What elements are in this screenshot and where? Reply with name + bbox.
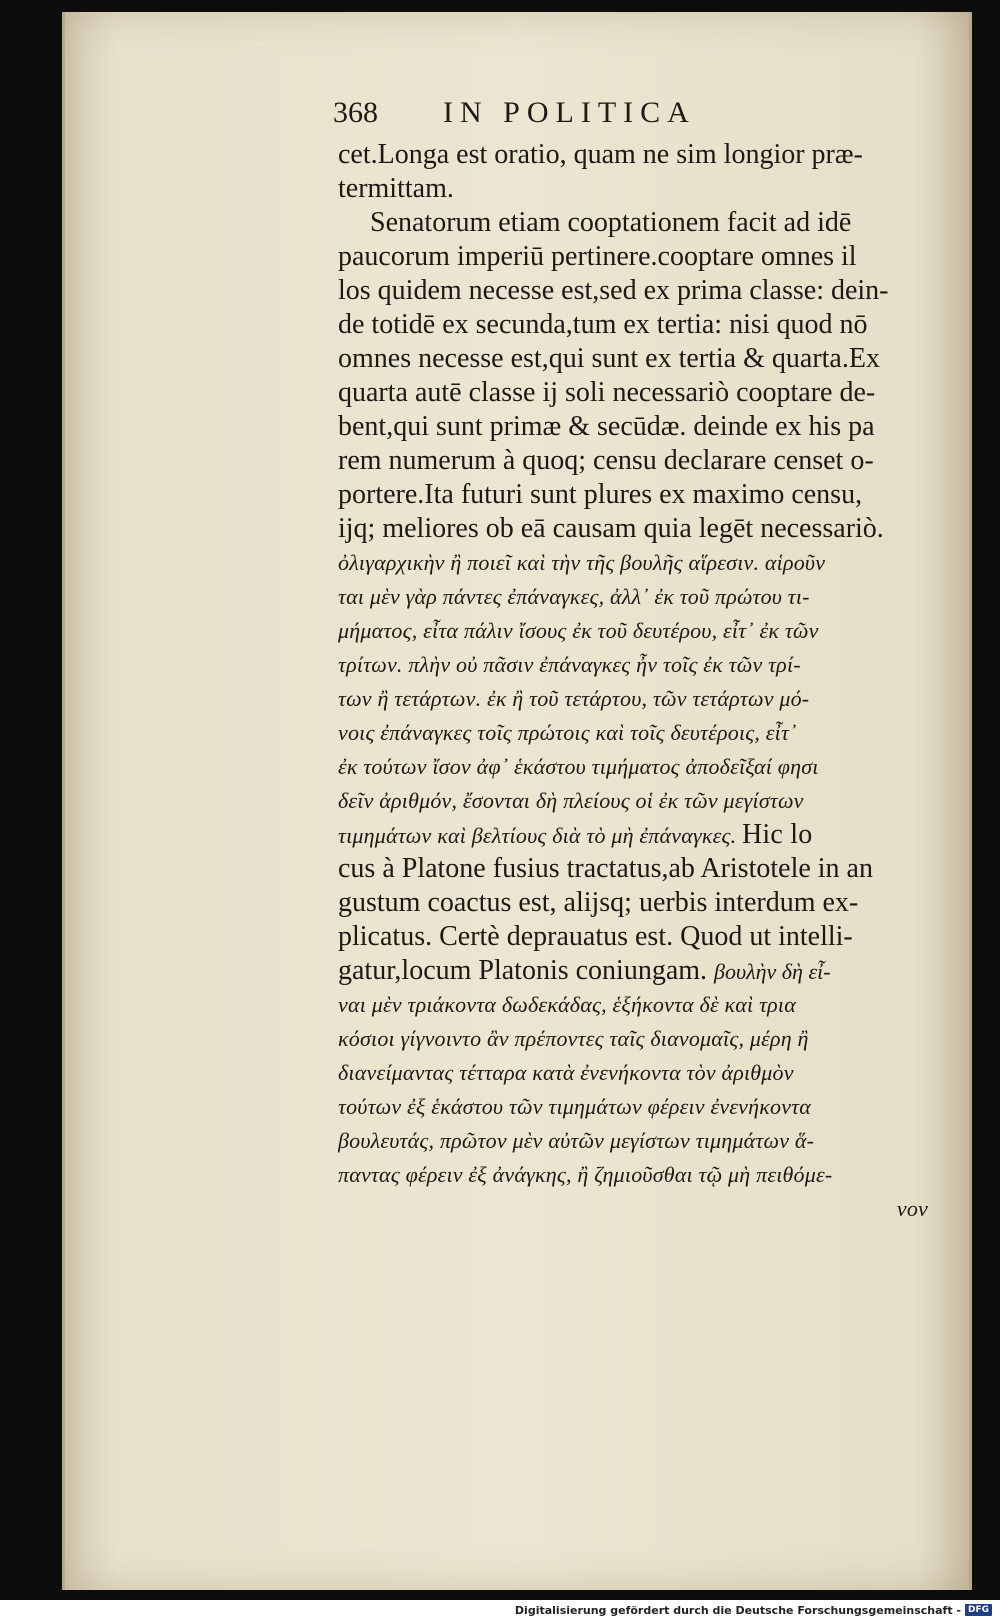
digitization-credit (515, 1602, 992, 1618)
latin-continuation: Hic lo (742, 819, 813, 850)
page-edge-left (62, 12, 65, 1590)
greek-inline-text: βουλὴν δὴ εἶ‑ (714, 959, 831, 984)
text-line: bent,qui sunt primæ & secūdæ. deinde ex his pa (338, 411, 875, 442)
plato-quote-line: ναι μὲν τριάκοντα δωδεκάδας, ἑξήκοντα δὲ καὶ τρια (338, 992, 796, 1017)
greek-quote-text: τιμημάτων καὶ βελτίους διὰ τὸ μὴ ἐπάναγκες. (338, 823, 737, 848)
plato-quote-line: κόσιοι γίγνοιντο ἂν πρέποντες ταῖς διανομαῖς, μέρη ἢ (338, 1026, 809, 1051)
body-text (338, 138, 938, 1226)
text-line: ijq; meliores ob eā causam quia legēt necessariò. (338, 513, 884, 544)
page-edge-right (969, 12, 972, 1590)
greek-quote-line: τρίτων. πλὴν οὐ πᾶσιν ἐπάναγκες ἦν τοῖς ἐκ τῶν τρί‑ (338, 652, 801, 677)
dfg-logo: DFG (965, 1604, 992, 1616)
plato-quote-line: διανείμαντας τέτταρα κατὰ ἐνενήκοντα τὸν ἀριθμὸν (338, 1060, 794, 1085)
text-line: cet.Longa est oratio, quam ne sim longior præ‑ (338, 139, 863, 170)
text-line: omnes necesse est,qui sunt ex tertia & quarta.Ex (338, 343, 880, 374)
plato-quote-line: παντας φέρειν ἐξ ἀνάγκης, ἢ ζημιοῦσθαι τῷ μὴ πειθόμε‑ (338, 1162, 833, 1187)
text-line: plicatus. Certè deprauatus est. Quod ut intelli‑ (338, 921, 853, 952)
text-line: gustum coactus est, alijsq; uerbis interdum ex‑ (338, 887, 859, 918)
text-line (338, 954, 938, 988)
latin-text: gatur,locum Platonis coniungam. (338, 955, 708, 986)
page-header (333, 96, 793, 134)
greek-quote-line: ἐκ τούτων ἴσον ἀφ᾽ ἑκάστου τιμήματος ἀποδεῖξαί φησι (338, 754, 819, 779)
catchword: νον (896, 1196, 928, 1221)
text-line: de totidē ex secunda,tum ex tertia: nisi quod nō (338, 309, 868, 340)
greek-quote-line: των ἢ τετάρτων. ἐκ ἢ τοῦ τετάρτου, τῶν τετάρτων μό‑ (338, 686, 810, 711)
running-title: IN POLITICA (443, 96, 696, 129)
text-line: quarta autē classe ij soli necessariò cooptare de‑ (338, 377, 876, 408)
greek-quote-line: ὀλιγαρχικὴν ἢ ποιεῖ καὶ τὴν τῆς βουλῆς αἵρεσιν. αἱροῦν (338, 550, 826, 575)
text-line: rem numerum à quoq; censu declarare censet o‑ (338, 445, 874, 476)
greek-quote-line: δεῖν ἀριθμόν, ἔσονται δὴ πλείους οἱ ἐκ τῶν μεγίστων (338, 788, 804, 813)
text-line: paucorum imperiū pertinere.cooptare omnes il (338, 241, 857, 272)
greek-quote-line (338, 818, 938, 852)
text-line: termittam. (338, 173, 454, 204)
greek-quote-line: ται μὲν γὰρ πάντες ἐπάναγκες, ἀλλ᾽ ἐκ τοῦ πρώτου τι‑ (338, 584, 810, 609)
greek-quote-line: νοις ἐπάναγκες τοῖς πρώτοις καὶ τοῖς δευτέροις, εἶτ᾽ (338, 720, 797, 745)
text-line: Senatorum etiam cooptationem facit ad idē (370, 207, 852, 238)
plato-quote-line: βουλευτάς, πρῶτον μὲν αὐτῶν μεγίστων τιμημάτων ἅ‑ (338, 1128, 815, 1153)
plato-quote-line: τούτων ἐξ ἑκάστου τῶν τιμημάτων φέρειν ἐνενήκοντα (338, 1094, 811, 1119)
credit-text: Digitalisierung gefördert durch die Deutsche Forschungsgemeinschaft - (514, 1603, 961, 1617)
text-line: cus à Platone fusius tractatus,ab Aristotele in an (338, 853, 873, 884)
greek-quote-line: μήματος, εἶτα πάλιν ἴσους ἐκ τοῦ δευτέρου, εἶτ᾽ ἐκ τῶν (338, 618, 819, 643)
text-line: portere.Ita futuri sunt plures ex maximo censu, (338, 479, 863, 510)
page-number: 368 (333, 96, 378, 129)
text-line: los quidem necesse est,sed ex prima classe: dein‑ (338, 275, 889, 306)
